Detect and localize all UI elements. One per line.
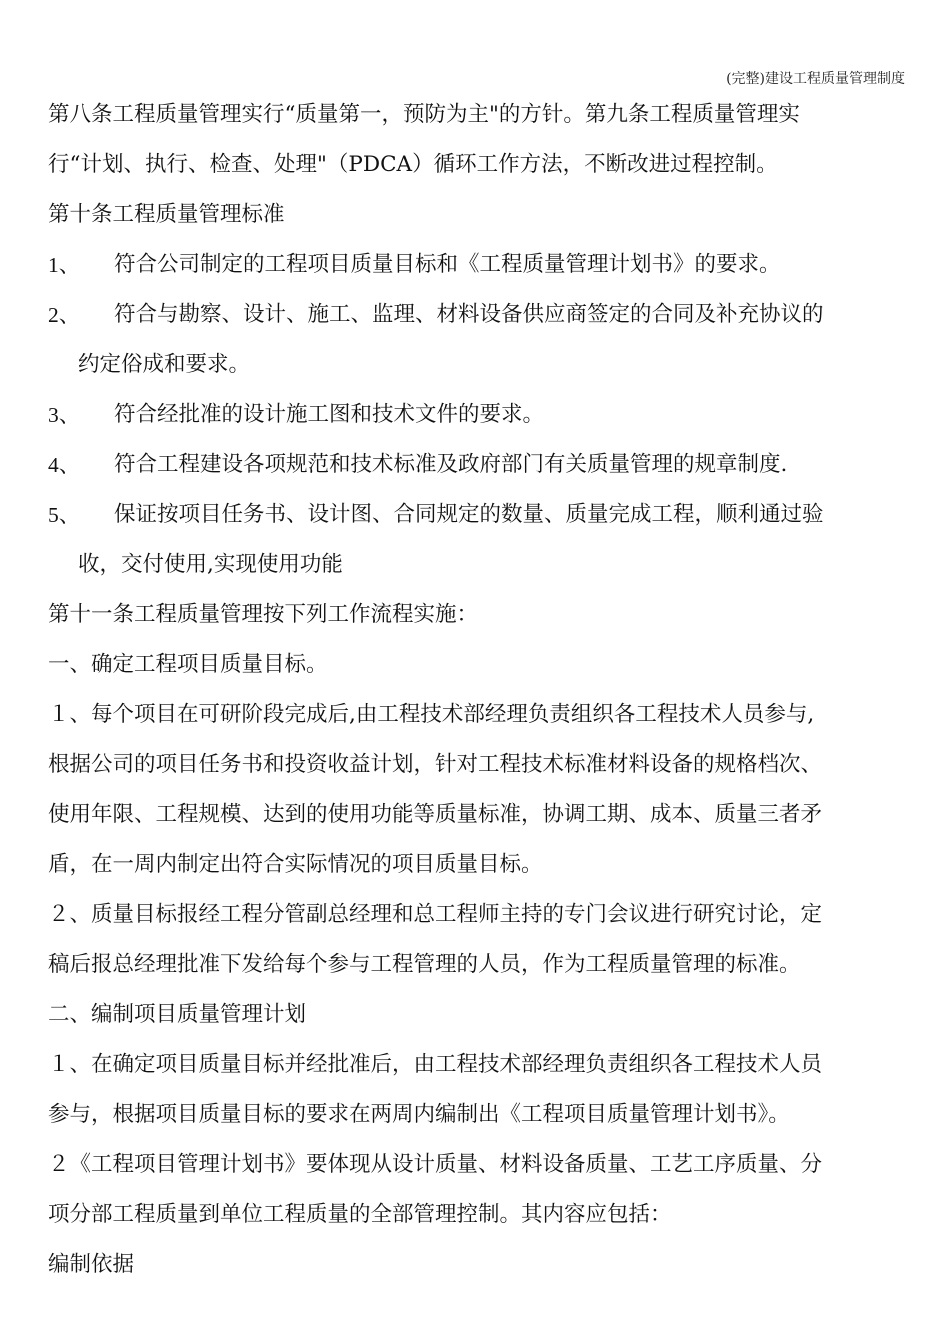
paragraph-line: 盾，在一周内制定出符合实际情况的项目质量目标。 (48, 852, 543, 877)
item-continuation: 约定俗成和要求。 (78, 352, 251, 377)
item-text: 符合公司制定的工程项目质量目标和《工程质量管理计划书》的要求。 (114, 252, 781, 277)
paragraph-line: １、在确定项目质量目标并经批准后，由工程技术部经理负责组织各工程技术人员 (48, 1052, 823, 1077)
section-heading: 第十条工程质量管理标准 (48, 202, 285, 227)
paragraph-line: 稿后报总经理批准下发给每个参与工程管理的人员，作为工程质量管理的标准。 (48, 952, 801, 977)
paragraph-line: 第八条工程质量管理实行“质量第一，预防为主"的方针。第九条工程质量管理实 (48, 102, 800, 127)
standard-item-5 (48, 490, 908, 540)
subsection-heading: 一、确定工程项目质量目标。 (48, 652, 328, 677)
paragraph-line: 使用年限、工程规模、达到的使用功能等质量标准，协调工期、成本、质量三者矛 (48, 802, 823, 827)
subsection-heading: 二、编制项目质量管理计划 (48, 1002, 307, 1027)
item-number: 1、 (48, 253, 81, 277)
paragraph-line: 项分部工程质量到单位工程质量的全部管理控制。其内容应包括： (48, 1202, 672, 1227)
item-number: 3、 (48, 403, 81, 427)
item-number: 5、 (48, 503, 81, 527)
page-header: (完整)建设工程质量管理制度 (726, 71, 905, 87)
paragraph-line: 参与，根据项目质量目标的要求在两周内编制出《工程项目质量管理计划书》。 (48, 1102, 790, 1127)
section-heading: 第十一条工程质量管理按下列工作流程实施： (48, 602, 479, 627)
paragraph-line: ２、质量目标报经工程分管副总经理和总工程师主持的专门会议进行研究讨论，定 (48, 902, 823, 927)
paragraph-line: 行“计划、执行、检查、处理"（PDCA）循环工作方法，不断改进过程控制。 (48, 152, 778, 177)
item-number: 4、 (48, 453, 81, 477)
standard-item-4 (48, 440, 908, 490)
item-text: 符合工程建设各项规范和技术标准及政府部门有关质量管理的规章制度. (114, 452, 788, 477)
item-continuation: 收，交付使用,实现使用功能 (78, 552, 343, 577)
paragraph-line: ２《工程项目管理计划书》要体现从设计质量、材料设备质量、工艺工序质量、分 (48, 1152, 823, 1177)
paragraph-line: 根据公司的项目任务书和投资收益计划，针对工程技术标准材料设备的规格档次、 (48, 752, 823, 777)
document-body (48, 90, 908, 1290)
item-text: 符合与勘察、设计、施工、监理、材料设备供应商签定的合同及补充协议的 (114, 302, 824, 327)
standard-item-3 (48, 390, 908, 440)
standard-item-2 (48, 290, 908, 340)
standard-item-1 (48, 240, 908, 290)
paragraph-line: １、每个项目在可研阶段完成后,由工程技术部经理负责组织各工程技术人员参与, (48, 702, 815, 727)
item-number: 2、 (48, 303, 81, 327)
item-text: 符合经批准的设计施工图和技术文件的要求。 (114, 402, 545, 427)
item-text: 保证按项目任务书、设计图、合同规定的数量、质量完成工程，顺利通过验 (114, 502, 824, 527)
paragraph-line: 编制依据 (48, 1252, 135, 1277)
